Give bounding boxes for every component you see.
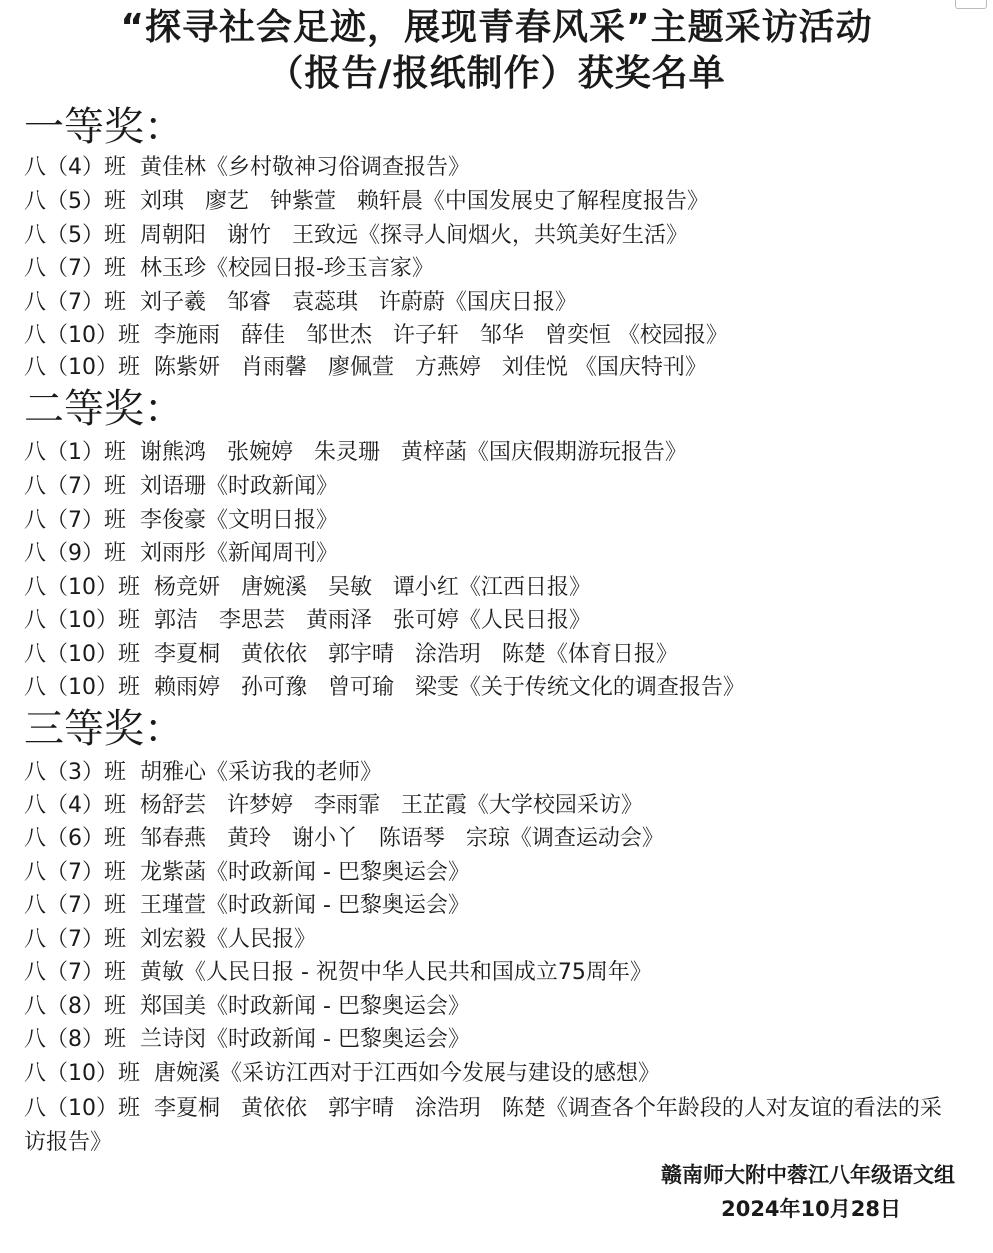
award-entry: 八（7）班 龙紫菡《时政新闻 - 巴黎奥运会》 — [24, 860, 470, 885]
award-entry: 八（10）班 赖雨婷 孙可豫 曾可瑜 梁雯《关于传统文化的调查报告》 — [24, 675, 745, 700]
award-entry: 八（10）班 郭洁 李思芸 黄雨泽 张可婷《人民日报》 — [24, 608, 591, 633]
award-entry: 八（5）班 周朝阳 谢竹 王致远《探寻人间烟火，共筑美好生活》 — [24, 223, 688, 248]
issue-date: 2024年10月28日 — [721, 1197, 901, 1221]
award-entry: 八（10）班 李夏桐 黄依依 郭宇晴 涂浩玥 陈楚《体育日报》 — [24, 642, 678, 667]
issuing-organization: 赣南师大附中蓉江八年级语文组 — [661, 1163, 955, 1187]
award-entry: 八（1）班 谢熊鸿 张婉婷 朱灵珊 黄梓菡《国庆假期游玩报告》 — [24, 440, 687, 465]
award-entry: 八（7）班 刘子羲 邹睿 袁蕊琪 许蔚蔚《国庆日报》 — [24, 290, 577, 315]
section-heading-second-prize: 二等奖： — [24, 386, 184, 432]
award-entry: 八（3）班 胡雅心《采访我的老师》 — [24, 760, 382, 785]
award-entry: 八（10）班 陈紫妍 肖雨馨 廖佩萱 方燕婷 刘佳悦 《国庆特刊》 — [24, 355, 707, 380]
document-title-line-1: “探寻社会足迹，展现青春风采”主题采访活动 — [120, 7, 873, 48]
award-entry: 八（10）班 唐婉溪《采访江西对于江西如今发展与建设的感想》 — [24, 1061, 660, 1086]
section-heading-third-prize: 三等奖： — [24, 706, 184, 752]
award-entry: 八（6）班 邹春燕 黄玲 谢小丫 陈语琴 宗琼《调查运动会》 — [24, 826, 664, 851]
award-entry: 八（10）班 李施雨 薛佳 邹世杰 许子轩 邹华 曾奕恒 《校园报》 — [24, 323, 728, 348]
award-entry: 八（5）班 刘琪 廖艺 钟紫萱 赖轩晨《中国发展史了解程度报告》 — [24, 189, 709, 214]
award-entry: 八（7）班 黄敏《人民日报 - 祝贺中华人民共和国成立75周年》 — [24, 960, 652, 985]
award-entry: 八（10）班 李夏桐 黄依依 郭宇晴 涂浩玥 陈楚《调查各个年龄段的人对友谊的看法的采访报告》 — [24, 1096, 942, 1155]
award-entry: 八（7）班 王瑾萱《时政新闻 - 巴黎奥运会》 — [24, 893, 470, 918]
award-entry: 八（7）班 刘语珊《时政新闻》 — [24, 474, 338, 499]
section-heading-first-prize: 一等奖： — [24, 104, 184, 150]
award-entry: 八（9）班 刘雨彤《新闻周刊》 — [24, 541, 338, 566]
award-entry: 八（7）班 李俊豪《文明日报》 — [24, 508, 338, 533]
award-entry: 八（8）班 郑国美《时政新闻 - 巴黎奥运会》 — [24, 994, 470, 1019]
award-entry: 八（7）班 林玉珍《校园日报-珍玉言家》 — [24, 256, 434, 281]
award-entry: 八（4）班 杨舒芸 许梦婷 李雨霏 王芷霞《大学校园采访》 — [24, 793, 643, 818]
award-entry: 八（7）班 刘宏毅《人民报》 — [24, 927, 316, 952]
award-entry: 八（8）班 兰诗闵《时政新闻 - 巴黎奥运会》 — [24, 1027, 470, 1052]
award-entry: 八（10）班 杨竞妍 唐婉溪 吴敏 谭小红《江西日报》 — [24, 575, 591, 600]
document-title-line-2: （报告/报纸制作）获奖名单 — [267, 53, 726, 94]
award-entry: 八（4）班 黄佳林《乡村敬神习俗调查报告》 — [24, 155, 470, 180]
